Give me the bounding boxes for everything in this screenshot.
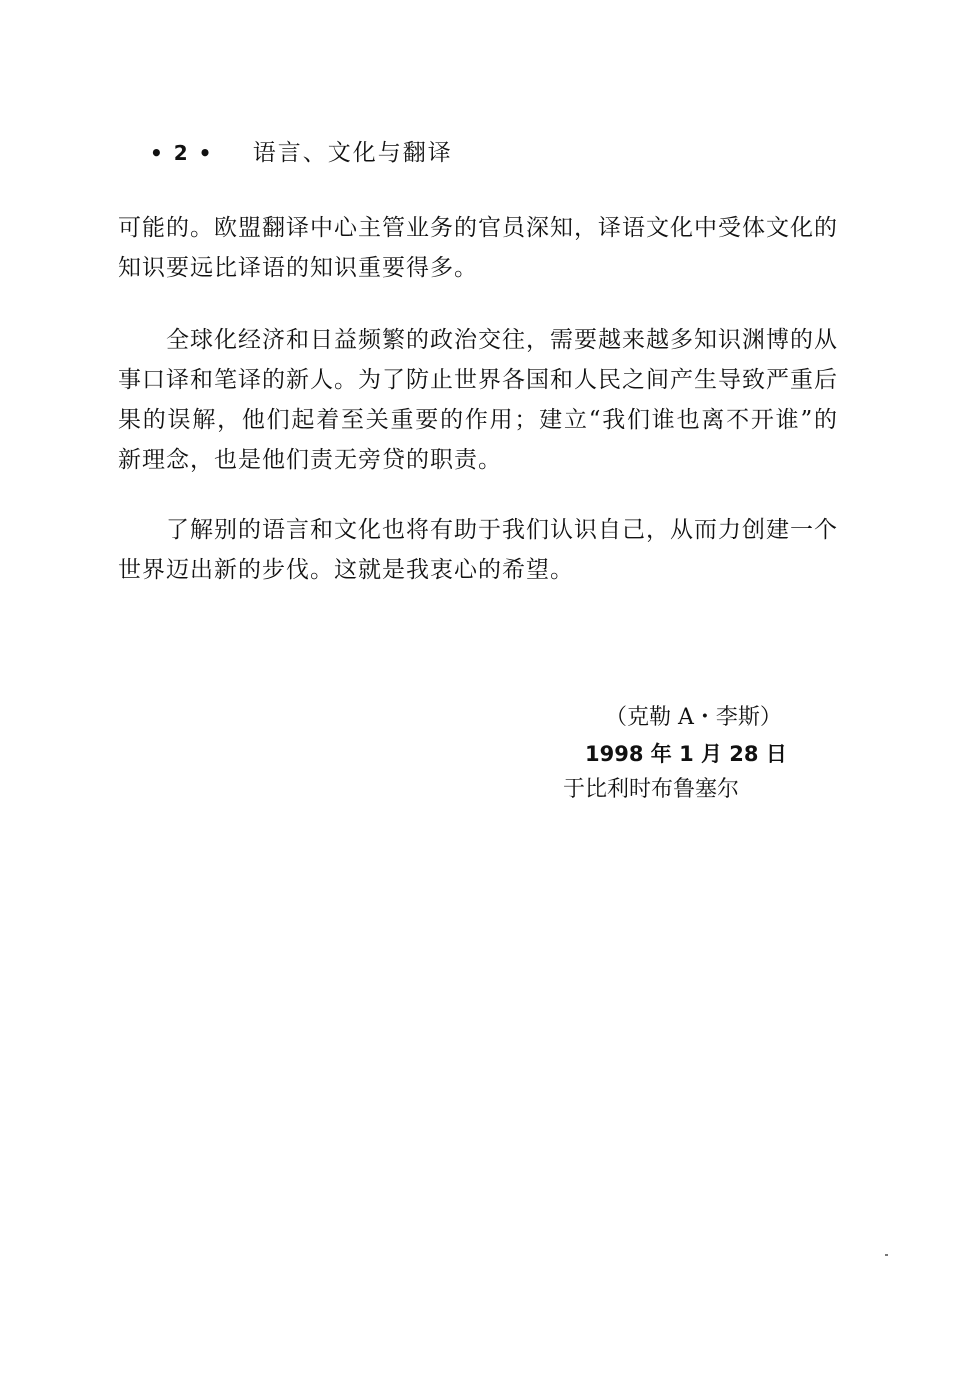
signature-name: （克勒 A・李斯） (605, 705, 782, 730)
paragraph-translation-need: 全球化经济和日益频繁的政治交往，需要越来越多知识渊博的从事口译和笔译的新人。为了防止世界各国和人民之间产生导致严重后果的误解，他们起着至关重要的作用；建立“我们谁也离不开谁”的新理念，也是他们责无旁贷的职责。 (118, 327, 838, 473)
signature-date: 1998 年 1 月 28 日 (585, 742, 787, 766)
signature-place: 于比利时布鲁塞尔 (563, 777, 740, 802)
running-title: 语言、文化与翻译 (252, 140, 453, 166)
scan-speck (885, 1254, 888, 1256)
paragraph-continuation: 可能的。欧盟翻译中心主管业务的官员深知，译语文化中受体文化的知识要远比译语的知识重要得多。 (118, 215, 838, 281)
signature-block (545, 700, 845, 808)
paragraph-closing-hope: 了解别的语言和文化也将有助于我们认识自己，从而力创建一个世界迈出新的步伐。这就是我衷心的希望。 (118, 517, 838, 583)
running-header (150, 134, 453, 167)
page-number: • 2 • (150, 141, 214, 165)
